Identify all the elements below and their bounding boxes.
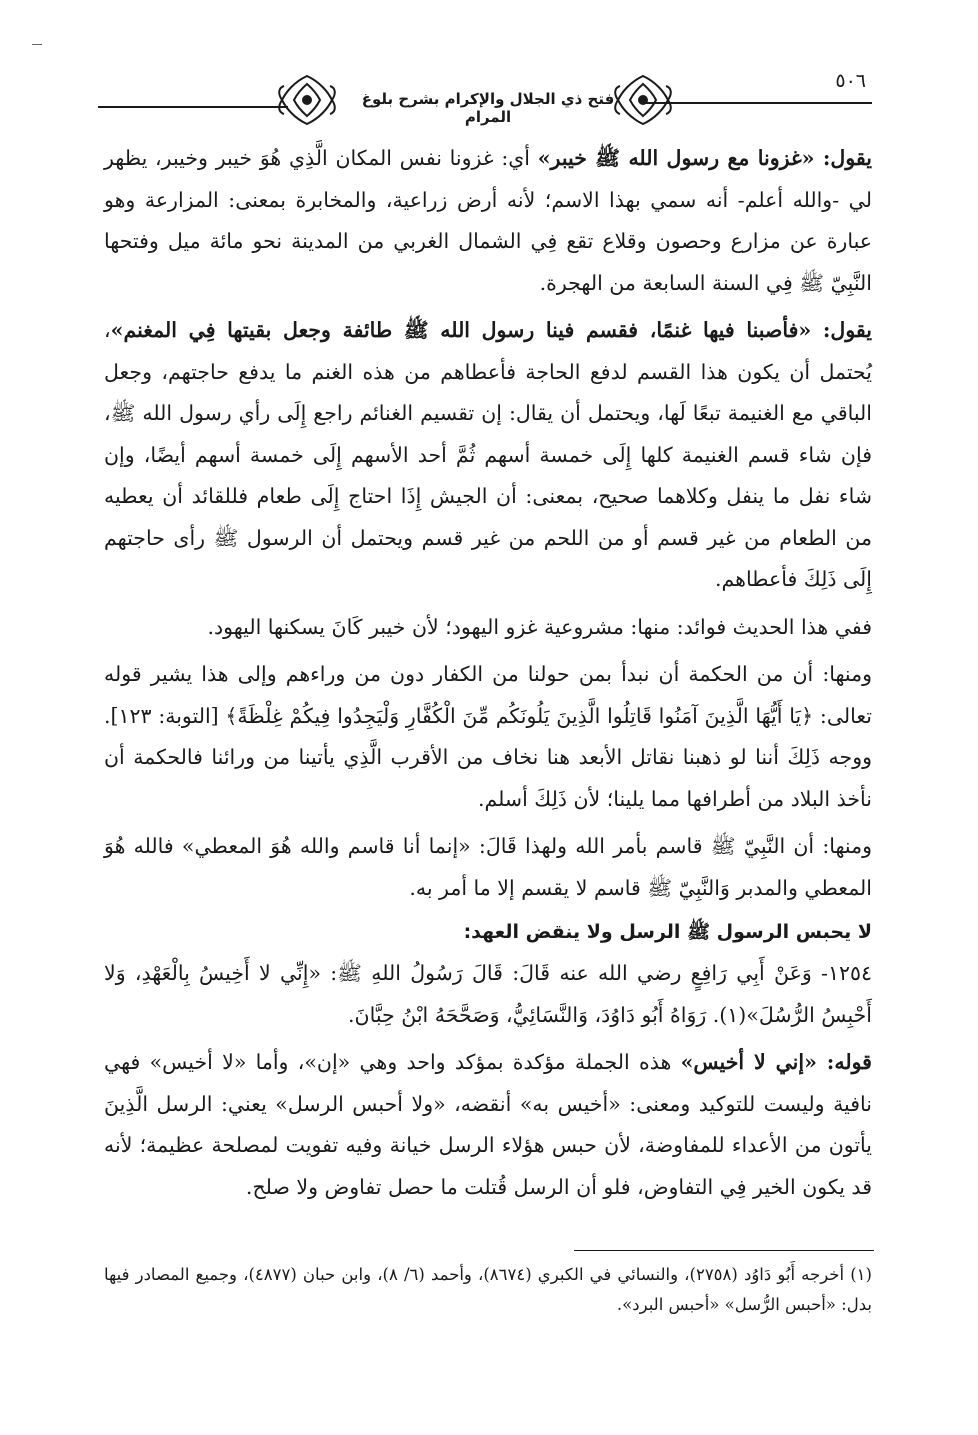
paragraph-text: ومنها: أن النَّبِيّ ﷺ قاسم بأمر الله ولهذا قَالَ: «إنما أنا قاسم والله هُوَ المعطي» فالله هُوَ المعطي والمدبر وَالنَّبِيّ ﷺ قاسم لا يقسم إلا ما أمر به. [104,834,872,900]
paragraph-text: ففي هذا الحديث فوائد: منها: مشروعية غزو اليهود؛ لأن خيبر كَانَ يسكنها اليهود. [207,614,872,639]
ornament-left-icon [276,72,338,128]
quoted-phrase: يقول: «غزونا مع رسول الله ﷺ خيبر» [537,146,872,170]
paragraph-wisdom [104,654,872,820]
paragraph-text: هذه الجملة مؤكدة بمؤكد واحد وهي «إن»، وأما «لا أخيس» فهي نافية وليست للتوكيد ومعنى: «أخيس به» أنقضه، «ولا أحبس الرسل» يعني: الرسل الَّذِينَ يأتون من الأعداء للمفاوضة، لأن حبس هؤلاء الرسل خيانة وفيه تفويت لمصلحة عظيمة؛ لأنه قد يكون الخير فِي التفاوض، فلو أن الرسل قُتلت ما حصل تفاوض ولا صلح. [104,1050,872,1199]
hadith-text: ١٢٥٤- وَعَنْ أَبِي رَافِعٍ رضي الله عنه قَالَ: قَالَ رَسُولُ اللهِ ﷺ: «إِنِّي لا أَخِيسُ بِالْعَهْدِ، وَلا أَحْبِسُ الرُّسُلَ»(١). رَوَاهُ أَبُو دَاوُدَ، وَالنَّسَائِيُّ، وَصَحَّحَهُ ابْنُ حِبَّانَ. [104,961,872,1027]
footnote-1: (١) أخرجه أَبُو دَاوُد (٢٧٥٨)، والنسائي في الكبري (٨٦٧٤)، وأحمد (٦/ ٨)، وابن حبان (٤٨٧٧)، وجميع المصادر فيها بدل: «أحبس الرُّسل» «أحبس البرد». [104,1265,872,1314]
page-number: ٥٠٦ [835,70,866,92]
paragraph-khaybar [104,138,872,304]
quoted-phrase: قوله: «إني لا أخيس» [680,1050,872,1074]
running-header [98,66,872,128]
header-rule-right [644,102,872,104]
paragraph-explanation [104,1042,872,1208]
margin-mark [32,44,42,45]
quoted-phrase: يقول: «فأصبنا فيها غنمًا، فقسم فينا رسول الله ﷺ طائفة وجعل بقيتها فِي المغنم» [110,318,872,342]
book-title: فتح ذي الجلال والإكرام بشرح بلوغ المرام [361,90,615,126]
paragraph-spoils [104,310,872,601]
main-text [104,138,872,1214]
paragraph-benefits [104,607,872,649]
header-rule-left [98,106,288,108]
section-heading: لا يحبس الرسول ﷺ الرسل ولا ينقض العهد: [463,921,872,943]
ornament-right-icon [612,72,674,128]
paragraph-text: أي: غزونا نفس المكان الَّذِي هُوَ خيبر وخيبر، يظهر لي -والله أعلم- أنه سمي بهذا الاسم؛ لأنه أرض زراعية، والمخابرة بمعنى: المزارعة وهو عبارة عن مزارع وحصون وقلاع تقع فِي الشمال الغربي من المدينة نحو مائة ميل وفتحها النَّبِيّ ﷺ فِي السنة السابعة من الهجرة. [104,146,872,295]
footnotes [104,1260,872,1320]
paragraph-distributor [104,826,872,909]
paragraph-text: ، يُحتمل أن يكون هذا القسم لدفع الحاجة فأعطاهم من هذه الغنم ما يدفع حاجتهم، وجعل الباقي مع الغنيمة تبعًا لَها، ويحتمل أن يقال: إن تقسيم الغنائم راجع إِلَى رأي رسول الله ﷺ، فإن شاء قسم الغنيمة كلها إِلَى خمسة أسهم ثُمَّ أحد الأسهم إِلَى خمسة أسهم أيضًا، وإن شاء نفل ما ينفل وكلاهما صحيح، بمعنى: أن الجيش إِذَا احتاج إِلَى طعام فللقائد أن يعطيه من الطعام من غير قسم أو من اللحم من غير قسم ويحتمل أن الرسول ﷺ رأى حاجتهم إِلَى ذَلِكَ فأعطاهم. [104,318,872,591]
footnote-divider [574,1250,874,1251]
paragraph-text: ومنها: أن من الحكمة أن نبدأ بمن حولنا من الكفار دون من وراءهم وإلى هذا يشير قوله تعالى: ﴿يَا أَيُّهَا الَّذِينَ آمَنُوا قَاتِلُوا الَّذِينَ يَلُونَكُم مِّنَ الْكُفَّارِ وَلْيَجِدُوا فِيكُمْ غِلْظَةً﴾ [التوبة: ١٢٣]. ووجه ذَلِكَ أننا لو ذهبنا نقاتل الأبعد هنا نخاف من الأقرب الَّذِي يأتينا من ورائنا فالحكمة أن نأخذ البلاد من أطرافها مما يلينا؛ لأن ذَلِكَ أسلم. [104,662,872,811]
